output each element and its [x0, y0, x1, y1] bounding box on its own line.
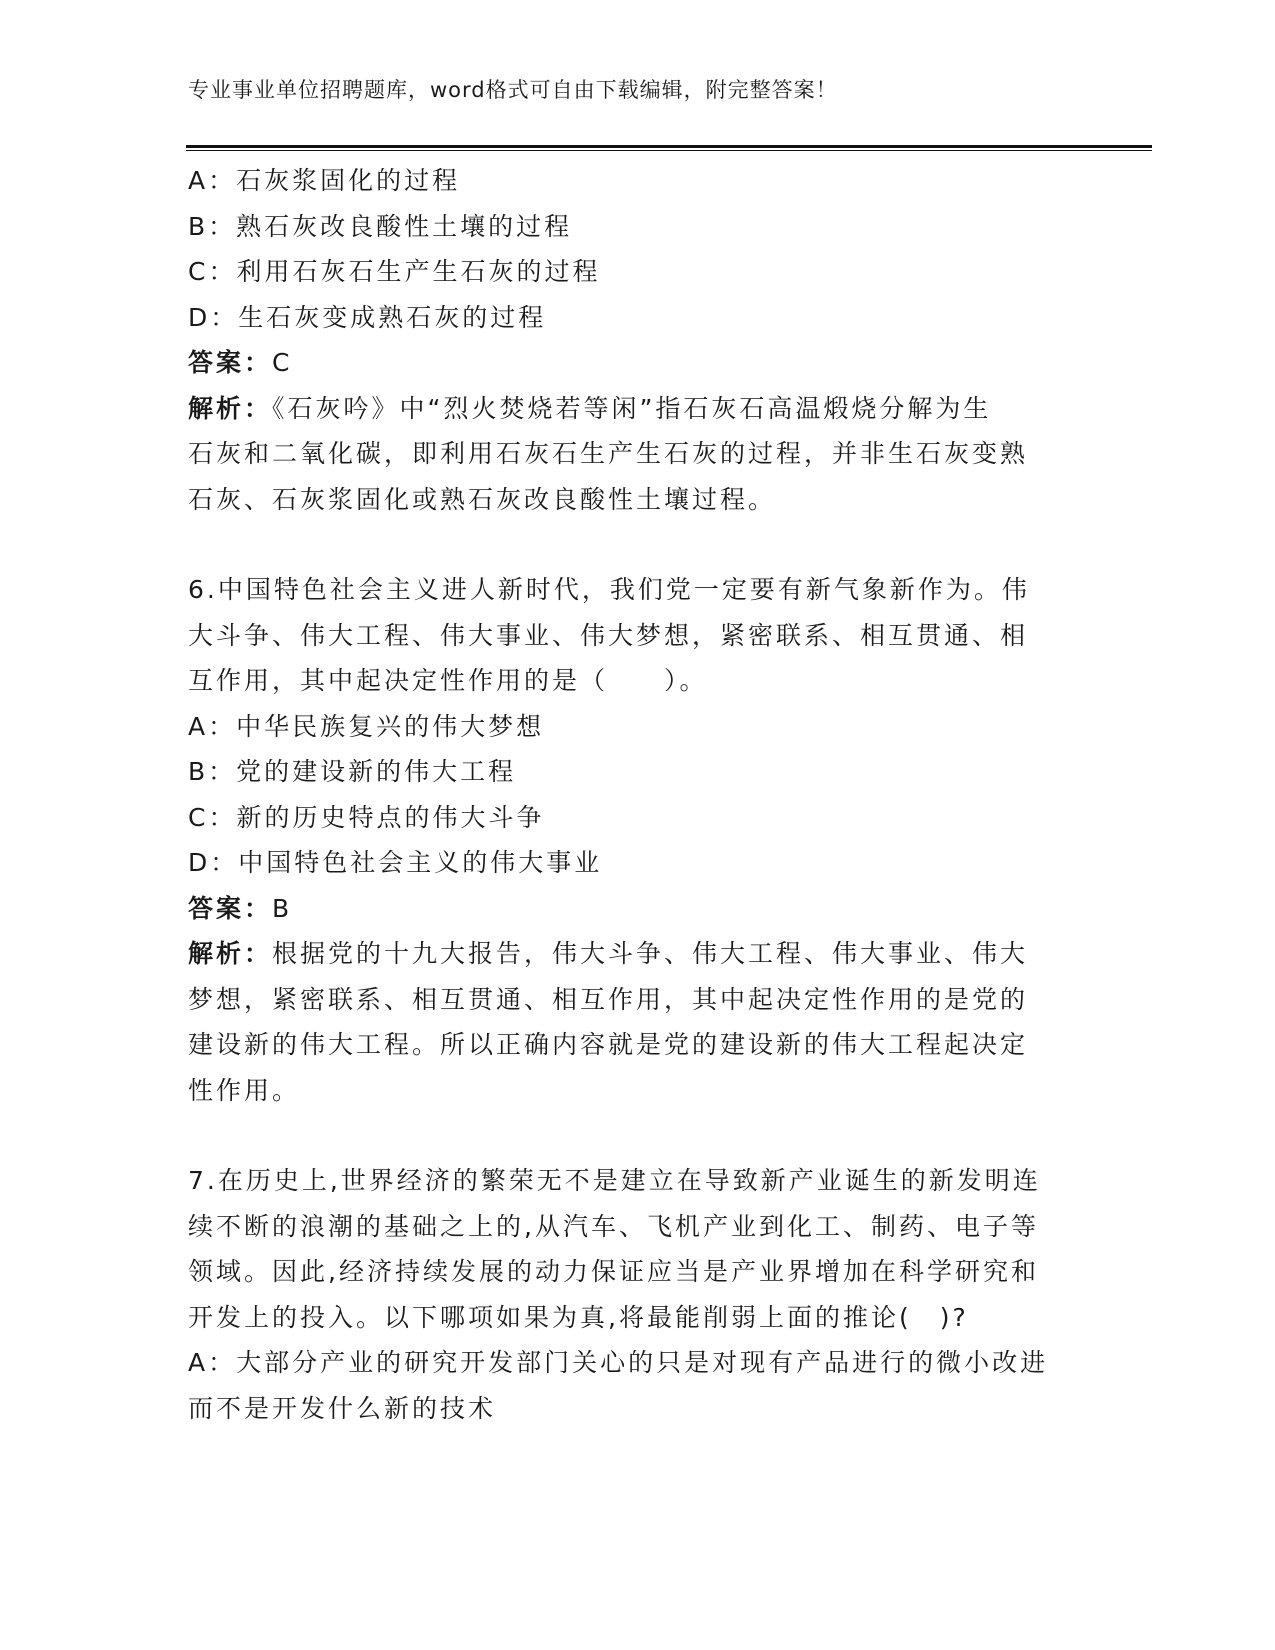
option-c: C：新的历史特点的伟大斗争	[188, 802, 545, 832]
answer-line	[188, 886, 1088, 932]
question-text: 6.中国特色社会主义进人新时代，我们党一定要有新气象新作为。伟	[188, 575, 1030, 604]
answer-value: B	[272, 893, 293, 923]
question-text: 领域。因此,经济持续发展的动力保证应当是产业界增加在科学研究和	[188, 1257, 1039, 1286]
question-5	[188, 158, 1088, 522]
answer-label: 答案：	[188, 893, 273, 923]
analysis-line: 性作用。	[188, 1075, 301, 1105]
question-text: 大斗争、伟大工程、伟大事业、伟大梦想，紧密联系、相互贯通、相	[188, 620, 1029, 650]
question-7	[188, 1158, 1088, 1431]
question-text: 互作用，其中起决定性作用的是（ ）。	[188, 666, 708, 695]
answer-line	[188, 340, 1088, 386]
analysis-line	[188, 386, 1088, 432]
spacer	[188, 522, 1088, 567]
option-d: D：生石灰变成熟石灰的过程	[188, 302, 547, 332]
question-text: 开发上的投入。以下哪项如果为真,将最能削弱上面的推论( )?	[188, 1302, 969, 1332]
question-text: 7.在历史上,世界经济的繁荣无不是建立在导致新产业诞生的新发明连	[188, 1166, 1041, 1195]
analysis-line: 石灰和二氧化碳，即利用石灰石生产生石灰的过程，并非生石灰变熟	[188, 439, 1029, 468]
option-a: A：石灰浆固化的过程	[188, 166, 461, 195]
spacer	[188, 1113, 1088, 1158]
answer-label: 答案：	[188, 348, 273, 377]
analysis-line: 建设新的伟大工程。所以正确内容就是党的建设新的伟大工程起决定	[188, 1030, 1029, 1059]
answer-value: C	[272, 348, 293, 377]
analysis-label: 解析：	[188, 939, 273, 968]
option-b: B：熟石灰改良酸性土壤的过程	[188, 211, 573, 241]
header-rule-thin	[186, 150, 1152, 151]
option-a: A：大部分产业的研究开发部门关心的只是对现有产品进行的微小改进	[188, 1348, 1049, 1377]
analysis-text: 《石灰吟》中“烈火焚烧若等闲”指石灰石高温煅烧分解为生	[272, 393, 992, 423]
option-a: A：中华民族复兴的伟大梦想	[188, 711, 545, 741]
question-text: 续不断的浪潮的基础之上的,从汽车、飞机产业到化工、制药、电子等	[188, 1211, 1039, 1241]
option-d: D：中国特色社会主义的伟大事业	[188, 848, 603, 877]
analysis-line	[188, 931, 1088, 977]
analysis-line: 石灰、石灰浆固化或熟石灰改良酸性土壤过程。	[188, 484, 777, 514]
analysis-text: 根据党的十九大报告，伟大斗争、伟大工程、伟大事业、伟大	[272, 939, 1029, 968]
option-b: B：党的建设新的伟大工程	[188, 757, 517, 786]
analysis-line: 梦想，紧密联系、相互贯通、相互作用，其中起决定性作用的是党的	[188, 984, 1029, 1014]
page-header: 专业事业单位招聘题库，word格式可自由下载编辑，附完整答案！	[188, 78, 838, 102]
document-content	[188, 158, 1088, 1431]
option-a-continued: 而不是开发什么新的技术	[188, 1393, 497, 1423]
header-rule-thick	[186, 145, 1152, 148]
analysis-label: 解析：	[188, 393, 273, 423]
question-6	[188, 567, 1088, 1113]
option-c: C：利用石灰石生产生石灰的过程	[188, 257, 601, 286]
